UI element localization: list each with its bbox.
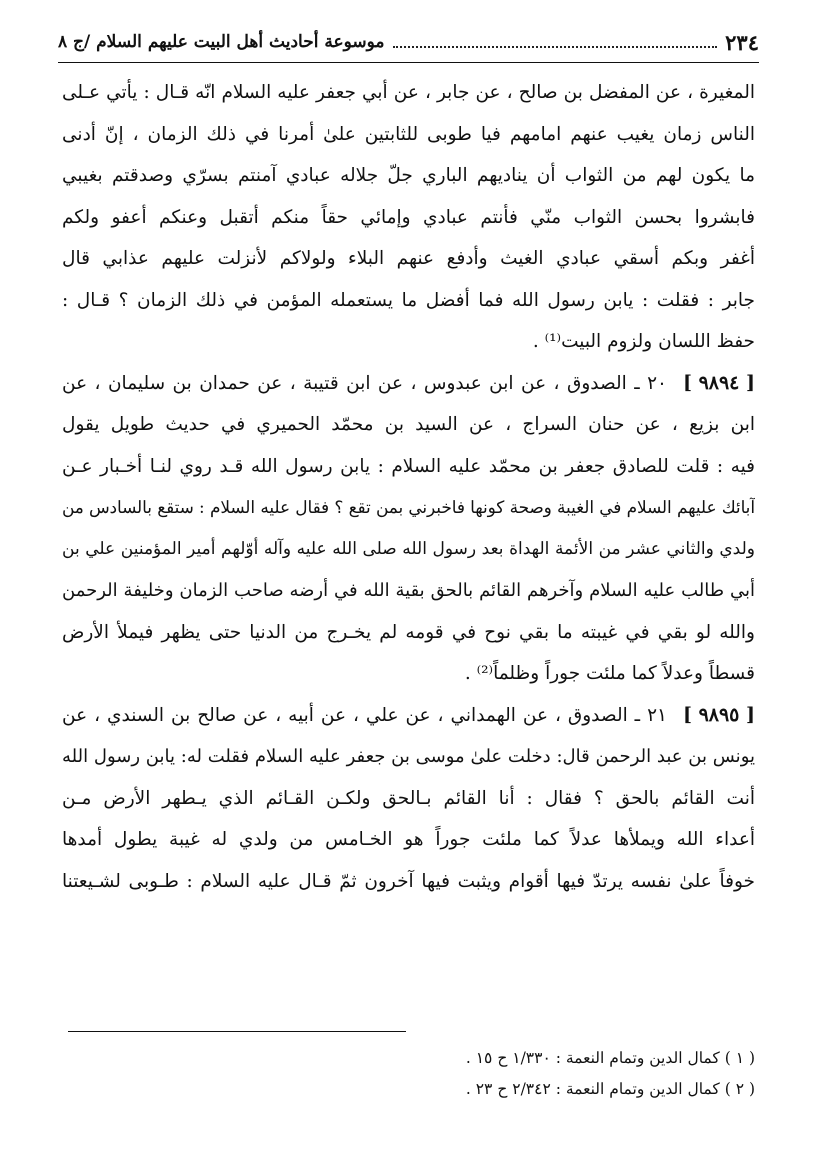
header-dot-leader — [393, 36, 718, 48]
text-line: فابشروا بحسن الثواب منّي فأنتم عبادي وإمائي حقاً منكم أتقبل وعنكم أعفو ولكم — [62, 206, 755, 228]
footnotes — [62, 1043, 755, 1105]
text-line: ٢١ ـ الصدوق ، عن الهمداني ، عن علي ، عن أبيه ، عن صالح بن السندي ، عن — [62, 704, 667, 726]
hadith-number: [ ٩٨٩٤ ] — [682, 371, 755, 394]
text-line: الناس زمان يغيب عنهم امامهم فيا طوبى للثابتين علىٰ أمرنا في ذلك الزمان ، إنّ أدنى — [62, 123, 755, 145]
running-header — [58, 22, 759, 63]
text-line: والله لو بقي في غيبته ما بقي نوح في قومه لم يخـرج من الدنيا حتى يظهر فيملأ الأرض — [62, 621, 755, 643]
text-line: أبي طالب عليه السلام وآخرهم القائم بالحق بقية الله في أرضه صاحب الزمان وخليفة الرحمن — [62, 580, 755, 601]
text-line: يونس بن عبد الرحمن قال: دخلت علىٰ موسى بن جعفر عليه السلام فقلت له: يابن رسول الله — [62, 746, 755, 767]
text-line: أغفر وبكم أسقي عبادي الغيث وأدفع عنهم البلاء ولولاكم لأنزلت عليهم عذابي قال — [62, 248, 755, 269]
hadith-start-line — [62, 695, 755, 737]
text-line: خوفاً علىٰ نفسه يرتدّ فيها أقوام ويثبت فيها آخرون ثمّ قـال عليه السلام : طـوبى لشـيعتنا — [62, 870, 755, 892]
text-line: المغيرة ، عن المفضل بن صالح ، عن جابر ، عن أبي جعفر عليه السلام انّه قـال : يأتي عـلى — [62, 82, 755, 103]
text-line: ولدي والثاني عشر من الأئمة الهداة بعد رسول الله صلى الله عليه وآله أوّلهم أمير المؤمنين علي بن — [62, 538, 755, 559]
page-body — [62, 72, 755, 902]
text-line: ما يكون لهم من الثواب أن يناديهم الباري جلّ جلاله عبادي آمنتم بسرّي وصدقتم بغيبي — [62, 165, 755, 186]
text-line: فيه : قلت للصادق جعفر بن محمّد عليه السلام : يابن رسول الله قـد روي لنـا أخـبار عـن — [62, 455, 755, 477]
footnote: ( ٢ ) كمال الدين وتمام النعمة : ٢/٣٤٢ ح ٢٣ . — [465, 1080, 755, 1098]
page-number: ٢٣٤ — [725, 29, 759, 55]
text-line: ابن بزيع ، عن حنان السراج ، عن السيد بن محمّد الحميري في حديث طويل يقول — [62, 414, 755, 435]
header-title: موسوعة أحاديث أهل البيت عليهم السلام /ج ٨ — [58, 32, 385, 52]
text-line: قسطاً وعدلاً كما ملئت جوراً وظلماً⁽²⁾ . — [464, 663, 755, 684]
text-line: آبائك عليهم السلام في الغيبة وصحة كونها فاخبرني بمن تقع ؟ فقال عليه السلام : ستقع بالسادس من — [62, 497, 755, 517]
text-line: أنت القائم بالحق ؟ فقال : أنا القائم بـالحق ولكـن القـائم الذي يـطهر الأرض مـن — [62, 787, 755, 809]
hadith-start-line — [62, 363, 755, 405]
text-line: أعداء الله ويملأها عدلاً كما ملئت جوراً هو الخـامس من ولدي له غيبة يطول أمدها — [62, 829, 755, 850]
hadith-number: [ ٩٨٩٥ ] — [682, 703, 755, 726]
text-line: حفظ اللسان ولزوم البيت⁽¹⁾ . — [532, 331, 755, 352]
footnote-separator — [68, 1031, 406, 1032]
text-line: جابر : فقلت : يابن رسول الله فما أفضل ما يستعمله المؤمن في ذلك الزمان ؟ قـال : — [62, 289, 755, 311]
text-line: ٢٠ ـ الصدوق ، عن ابن عبدوس ، عن ابن قتيبة ، عن حمدان بن سليمان ، عن — [62, 372, 667, 394]
footnote: ( ١ ) كمال الدين وتمام النعمة : ١/٣٣٠ ح ١٥ . — [465, 1049, 755, 1067]
